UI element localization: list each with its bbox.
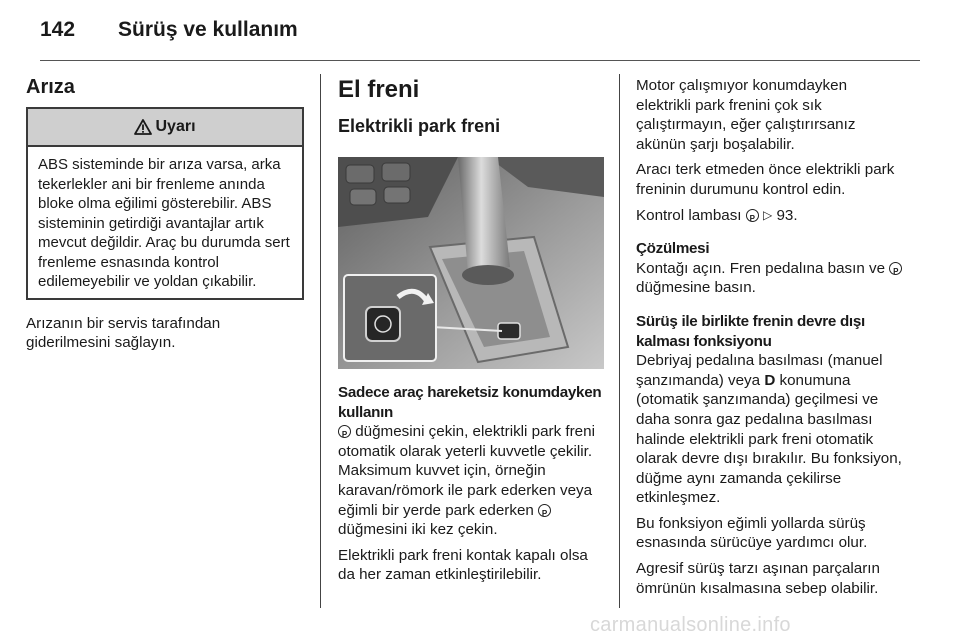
gear-position-d: D — [764, 371, 776, 389]
paragraph-text: düğmesini çekin, elektrikli park freni otomatik olarak yeterli kuvvetle çekilir. Maksimum kuvvet için, örneğin karavan/römork ile park ederken veya eğimli bir yerde park ederken — [338, 423, 595, 519]
heading-drive-away-release: Sürüş ile birlikte frenin devre dışı kalması fonksiyonu — [636, 312, 865, 350]
paragraph-text: düğmesini iki kez çekin. — [338, 521, 498, 539]
column-divider — [320, 74, 321, 608]
section-title-ariza: Arıza — [26, 76, 75, 98]
subsection-title: Elektrikli park freni — [338, 116, 501, 136]
page-number: 142 — [40, 18, 76, 41]
column-divider — [619, 74, 620, 608]
paragraph-text: düğmesine basın. — [636, 279, 756, 297]
parking-brake-icon — [889, 262, 902, 275]
paragraph-text: Kontağı açın. Fren pedalına basın ve — [636, 259, 890, 277]
warning-box — [26, 107, 304, 300]
paragraph-text: konumuna (otomatik şanzımanda) geçilmesi ve daha sonra gaz pedalına basılması halinde elektrikli park freni otomatik olarak devre dışı bırakılır. Bu fonksiyon, düğme aynı zamanda çekilirse etkinleşmez. — [636, 371, 902, 507]
parking-brake-icon — [746, 209, 759, 222]
paragraph-slope-help: Bu fonksiyon eğimli yollarda sürüş esnasında sürücüye yardımcı olur. — [636, 514, 868, 552]
warning-triangle-icon — [134, 119, 152, 135]
warning-text: ABS sisteminde bir arıza varsa, arka tekerlekler ani bir frenleme anında bloke olma eğilimi gösterebilir. ABS sisteminin getirdiği avantajlar artık mevcut değildir. Araç bu durumda sert frenleme esnasında kontrol edilemeyebilir ve yoldan çıkabilir. — [38, 156, 290, 290]
parking-brake-illustration — [338, 157, 604, 369]
column-2 — [338, 68, 604, 585]
header-rule — [40, 60, 920, 61]
warning-header — [28, 109, 302, 147]
warning-label: Uyarı — [155, 118, 196, 135]
column-3 — [636, 68, 904, 598]
chapter-title: Sürüş ve kullanım — [118, 18, 298, 41]
paragraph-check-status: Aracı terk etmeden önce elektrikli park freninin durumunu kontrol edin. — [636, 161, 895, 198]
heading-stationary-use: Sadece araç hareketsiz konumdayken kullanın — [338, 384, 602, 421]
paragraph-engine-off: Motor çalışmıyor konumdayken elektrikli park frenini çok sık çalıştırmayın, eğer çalıştırırsanız akünün şarjı boşalabilir. — [636, 77, 856, 153]
section-title-el-freni: El freni — [338, 76, 420, 103]
page-reference-icon: ▷ — [762, 207, 773, 222]
service-paragraph: Arızanın bir servis tarafından giderilmesini sağlayın. — [26, 314, 221, 352]
paragraph-aggressive-driving: Agresif sürüş tarzı aşınan parçaların ömrünün kısalmasına sebep olabilir. — [636, 560, 880, 597]
console-drawing — [338, 157, 604, 369]
paragraph-text: Kontrol lambası — [636, 206, 746, 224]
paragraph-ignition-off: Elektrikli park freni kontak kapalı olsa da her zaman etkinleştirilebilir. — [338, 546, 588, 584]
page-reference: 93 — [776, 206, 794, 224]
paragraph-drive-away — [636, 351, 904, 508]
paragraph-release — [636, 259, 904, 298]
paragraph-control-lamp: Kontrol lambası P ▷ 93. — [636, 206, 904, 226]
watermark: carmanualsonline.info — [590, 614, 791, 636]
column-1 — [26, 68, 304, 353]
heading-release: Çözülmesi — [636, 240, 710, 258]
parking-brake-icon — [538, 504, 551, 517]
page-header — [40, 18, 298, 42]
paragraph-text: Debriyaj pedalına basılması (manuel şanzımanda) veya — [636, 352, 883, 389]
paragraph-pull-switch — [338, 422, 604, 540]
parking-brake-icon — [338, 425, 351, 438]
